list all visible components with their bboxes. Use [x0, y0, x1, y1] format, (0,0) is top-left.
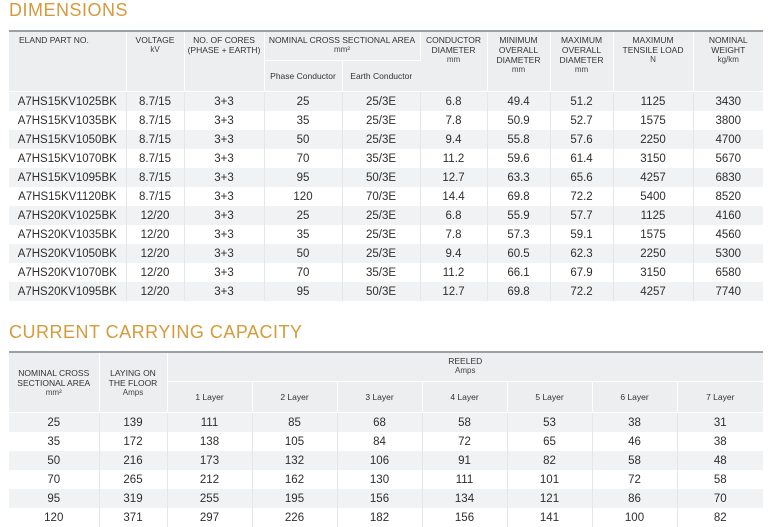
- table-cell: 8.7/15: [126, 187, 184, 206]
- table-cell: 3+3: [184, 187, 264, 206]
- table-cell: 57.3: [487, 225, 550, 244]
- table-row: [9, 225, 763, 244]
- table-cell: 9.4: [420, 244, 487, 263]
- table-cell: 156: [337, 489, 422, 508]
- table-cell: 72: [592, 470, 677, 489]
- table-cell: 226: [252, 508, 337, 527]
- table-cell: 72.2: [550, 282, 613, 301]
- table-cell: A7HS15KV1025BK: [9, 92, 126, 112]
- table-row: [9, 244, 763, 263]
- table-cell: 12/20: [126, 244, 184, 263]
- table-cell: 173: [167, 451, 252, 470]
- table-row: [9, 263, 763, 282]
- table-cell: A7HS20KV1035BK: [9, 225, 126, 244]
- table-cell: 31: [677, 413, 763, 433]
- table-cell: 2250: [613, 130, 693, 149]
- table-cell: 141: [507, 508, 592, 527]
- table-cell: 319: [99, 489, 167, 508]
- table-cell: 95: [264, 168, 342, 187]
- table-cell: 25/3E: [342, 111, 420, 130]
- table-cell: 3150: [613, 263, 693, 282]
- table-cell: 105: [252, 432, 337, 451]
- table-row: [9, 489, 763, 508]
- table-cell: 5670: [693, 149, 763, 168]
- table-cell: 59.1: [550, 225, 613, 244]
- header-layer-5: 5 Layer: [507, 382, 592, 413]
- table-cell: A7HS15KV1050BK: [9, 130, 126, 149]
- table-cell: 212: [167, 470, 252, 489]
- table-cell: 82: [677, 508, 763, 527]
- table-cell: 255: [167, 489, 252, 508]
- table-row: [9, 413, 763, 433]
- table-cell: 3150: [613, 149, 693, 168]
- table-cell: 6.8: [420, 92, 487, 112]
- table-cell: 3800: [693, 111, 763, 130]
- table-cell: 3+3: [184, 225, 264, 244]
- table-cell: 70: [677, 489, 763, 508]
- table-cell: 100: [592, 508, 677, 527]
- table-cell: 156: [422, 508, 507, 527]
- table-cell: 1575: [613, 111, 693, 130]
- table-cell: 63.3: [487, 168, 550, 187]
- table-cell: 50.9: [487, 111, 550, 130]
- table-cell: 3+3: [184, 206, 264, 225]
- table-cell: 25: [9, 413, 99, 433]
- table-cell: 297: [167, 508, 252, 527]
- table-row: [9, 432, 763, 451]
- table-cell: 95: [264, 282, 342, 301]
- table-cell: 70: [264, 149, 342, 168]
- table-cell: A7HS20KV1095BK: [9, 282, 126, 301]
- table-cell: 111: [422, 470, 507, 489]
- table-cell: 58: [422, 413, 507, 433]
- table-cell: 25/3E: [342, 92, 420, 112]
- header-phase-conductor: Phase Conductor: [264, 61, 342, 92]
- table-cell: 8.7/15: [126, 111, 184, 130]
- table-cell: 216: [99, 451, 167, 470]
- table-cell: 3+3: [184, 282, 264, 301]
- capacity-body: [9, 413, 763, 527]
- table-cell: 12/20: [126, 225, 184, 244]
- header-conductor-diameter: CONDUCTOR DIAMETER mm: [420, 32, 487, 92]
- header-min-overall-diameter: MINIMUM OVERALL DIAMETER mm: [487, 32, 550, 92]
- table-cell: 132: [252, 451, 337, 470]
- table-cell: 25/3E: [342, 130, 420, 149]
- table-row: [9, 451, 763, 470]
- table-cell: 60.5: [487, 244, 550, 263]
- table-cell: 84: [337, 432, 422, 451]
- table-cell: 1575: [613, 225, 693, 244]
- header-nominal-weight: NOMINAL WEIGHT kg/km: [693, 32, 763, 92]
- table-cell: 7740: [693, 282, 763, 301]
- header-voltage: VOLTAGE kV: [126, 32, 184, 92]
- table-cell: 69.8: [487, 187, 550, 206]
- table-cell: A7HS20KV1050BK: [9, 244, 126, 263]
- table-cell: 3430: [693, 92, 763, 112]
- table-cell: A7HS15KV1035BK: [9, 111, 126, 130]
- table-cell: 50/3E: [342, 282, 420, 301]
- table-cell: 3+3: [184, 149, 264, 168]
- table-cell: 5300: [693, 244, 763, 263]
- table-cell: 138: [167, 432, 252, 451]
- header-layer-1: 1 Layer: [167, 382, 252, 413]
- table-cell: 70: [264, 263, 342, 282]
- table-cell: 58: [592, 451, 677, 470]
- table-cell: 67.9: [550, 263, 613, 282]
- table-cell: 7.8: [420, 225, 487, 244]
- table-cell: 50/3E: [342, 168, 420, 187]
- table-cell: 58: [677, 470, 763, 489]
- table-cell: 57.7: [550, 206, 613, 225]
- table-cell: 65.6: [550, 168, 613, 187]
- header-max-overall-diameter: MAXIMUM OVERALL DIAMETER mm: [550, 32, 613, 92]
- table-cell: 3+3: [184, 130, 264, 149]
- table-cell: 50: [264, 130, 342, 149]
- table-cell: 139: [99, 413, 167, 433]
- table-row: [9, 508, 763, 527]
- table-cell: 4160: [693, 206, 763, 225]
- table-cell: 25: [264, 92, 342, 112]
- table-cell: 70: [9, 470, 99, 489]
- table-cell: A7HS15KV1070BK: [9, 149, 126, 168]
- table-cell: 50: [264, 244, 342, 263]
- table-row: [9, 111, 763, 130]
- table-cell: 82: [507, 451, 592, 470]
- table-cell: 55.8: [487, 130, 550, 149]
- table-cell: 72: [422, 432, 507, 451]
- table-cell: 6.8: [420, 206, 487, 225]
- table-row: [9, 282, 763, 301]
- table-cell: 38: [592, 413, 677, 433]
- table-cell: 48: [677, 451, 763, 470]
- header-ncsa: NOMINAL CROSS SECTIONAL AREA mm²: [264, 32, 420, 61]
- table-cell: 35: [264, 225, 342, 244]
- table-cell: 12/20: [126, 206, 184, 225]
- table-cell: 3+3: [184, 263, 264, 282]
- header-laying-floor: LAYING ON THE FLOOR Amps: [99, 353, 167, 413]
- table-cell: 51.2: [550, 92, 613, 112]
- table-cell: 172: [99, 432, 167, 451]
- table-cell: 120: [264, 187, 342, 206]
- table-cell: 85: [252, 413, 337, 433]
- table-cell: A7HS20KV1070BK: [9, 263, 126, 282]
- table-cell: 12.7: [420, 168, 487, 187]
- table-cell: 91: [422, 451, 507, 470]
- table-cell: 3+3: [184, 244, 264, 263]
- table-cell: 8.7/15: [126, 149, 184, 168]
- table-cell: 6830: [693, 168, 763, 187]
- header-layer-6: 6 Layer: [592, 382, 677, 413]
- table-cell: 12.7: [420, 282, 487, 301]
- table-cell: 134: [422, 489, 507, 508]
- header-layer-7: 7 Layer: [677, 382, 763, 413]
- table-row: [9, 470, 763, 489]
- header-layer-4: 4 Layer: [422, 382, 507, 413]
- table-cell: 9.4: [420, 130, 487, 149]
- table-cell: 111: [167, 413, 252, 433]
- table-cell: 66.1: [487, 263, 550, 282]
- table-cell: 61.4: [550, 149, 613, 168]
- table-cell: A7HS20KV1025BK: [9, 206, 126, 225]
- table-row: [9, 168, 763, 187]
- table-row: [9, 206, 763, 225]
- header-earth-conductor: Earth Conductor: [342, 61, 420, 92]
- table-cell: 3+3: [184, 92, 264, 112]
- table-cell: 7.8: [420, 111, 487, 130]
- header-tensile-load: MAXIMUM TENSILE LOAD N: [613, 32, 693, 92]
- table-row: [9, 130, 763, 149]
- table-cell: 101: [507, 470, 592, 489]
- table-cell: 1125: [613, 92, 693, 112]
- table-cell: 35: [9, 432, 99, 451]
- table-cell: 371: [99, 508, 167, 527]
- table-row: [9, 149, 763, 168]
- table-cell: 49.4: [487, 92, 550, 112]
- table-cell: 35: [264, 111, 342, 130]
- table-cell: 5400: [613, 187, 693, 206]
- table-cell: 4257: [613, 282, 693, 301]
- header-part-no: ELAND PART NO.: [9, 32, 126, 92]
- dimensions-body: [9, 92, 763, 302]
- table-cell: 12/20: [126, 263, 184, 282]
- table-cell: 70/3E: [342, 187, 420, 206]
- table-cell: 265: [99, 470, 167, 489]
- table-cell: 72.2: [550, 187, 613, 206]
- table-cell: 68: [337, 413, 422, 433]
- table-cell: 65: [507, 432, 592, 451]
- table-cell: 3+3: [184, 168, 264, 187]
- table-cell: 86: [592, 489, 677, 508]
- table-cell: 106: [337, 451, 422, 470]
- header-layer-3: 3 Layer: [337, 382, 422, 413]
- table-cell: 2250: [613, 244, 693, 263]
- table-cell: 195: [252, 489, 337, 508]
- table-cell: 8520: [693, 187, 763, 206]
- table-cell: 25/3E: [342, 225, 420, 244]
- table-cell: 120: [9, 508, 99, 527]
- table-cell: 3+3: [184, 111, 264, 130]
- table-cell: 4560: [693, 225, 763, 244]
- dimensions-table: [9, 32, 763, 301]
- table-row: [9, 92, 763, 112]
- table-cell: 1125: [613, 206, 693, 225]
- table-cell: 4700: [693, 130, 763, 149]
- header-reeled: REELED Amps: [167, 353, 763, 382]
- table-cell: 11.2: [420, 263, 487, 282]
- table-cell: 95: [9, 489, 99, 508]
- table-cell: 14.4: [420, 187, 487, 206]
- table-cell: 4257: [613, 168, 693, 187]
- table-cell: 121: [507, 489, 592, 508]
- table-cell: 11.2: [420, 149, 487, 168]
- table-cell: 69.8: [487, 282, 550, 301]
- table-cell: 35/3E: [342, 149, 420, 168]
- table-cell: 59.6: [487, 149, 550, 168]
- table-cell: 8.7/15: [126, 130, 184, 149]
- table-cell: 53: [507, 413, 592, 433]
- capacity-table: [9, 353, 763, 527]
- table-cell: 25/3E: [342, 244, 420, 263]
- table-cell: 130: [337, 470, 422, 489]
- capacity-title: CURRENT CARRYING CAPACITY: [9, 322, 303, 343]
- table-cell: 38: [677, 432, 763, 451]
- table-cell: 12/20: [126, 282, 184, 301]
- table-cell: 57.6: [550, 130, 613, 149]
- table-cell: 8.7/15: [126, 92, 184, 112]
- dimensions-title: DIMENSIONS: [9, 0, 128, 21]
- table-cell: 50: [9, 451, 99, 470]
- table-cell: 6580: [693, 263, 763, 282]
- table-cell: A7HS15KV1120BK: [9, 187, 126, 206]
- table-cell: A7HS15KV1095BK: [9, 168, 126, 187]
- table-cell: 25: [264, 206, 342, 225]
- table-cell: 52.7: [550, 111, 613, 130]
- table-cell: 162: [252, 470, 337, 489]
- table-cell: 35/3E: [342, 263, 420, 282]
- table-cell: 62.3: [550, 244, 613, 263]
- table-cell: 46: [592, 432, 677, 451]
- table-cell: 8.7/15: [126, 168, 184, 187]
- table-row: [9, 187, 763, 206]
- header-layer-2: 2 Layer: [252, 382, 337, 413]
- header-cores: NO. OF CORES (PHASE + EARTH): [184, 32, 264, 92]
- table-cell: 25/3E: [342, 206, 420, 225]
- table-cell: 55.9: [487, 206, 550, 225]
- header-cap-ncsa: NOMINAL CROSS SECTIONAL AREA mm²: [9, 353, 99, 413]
- table-cell: 182: [337, 508, 422, 527]
